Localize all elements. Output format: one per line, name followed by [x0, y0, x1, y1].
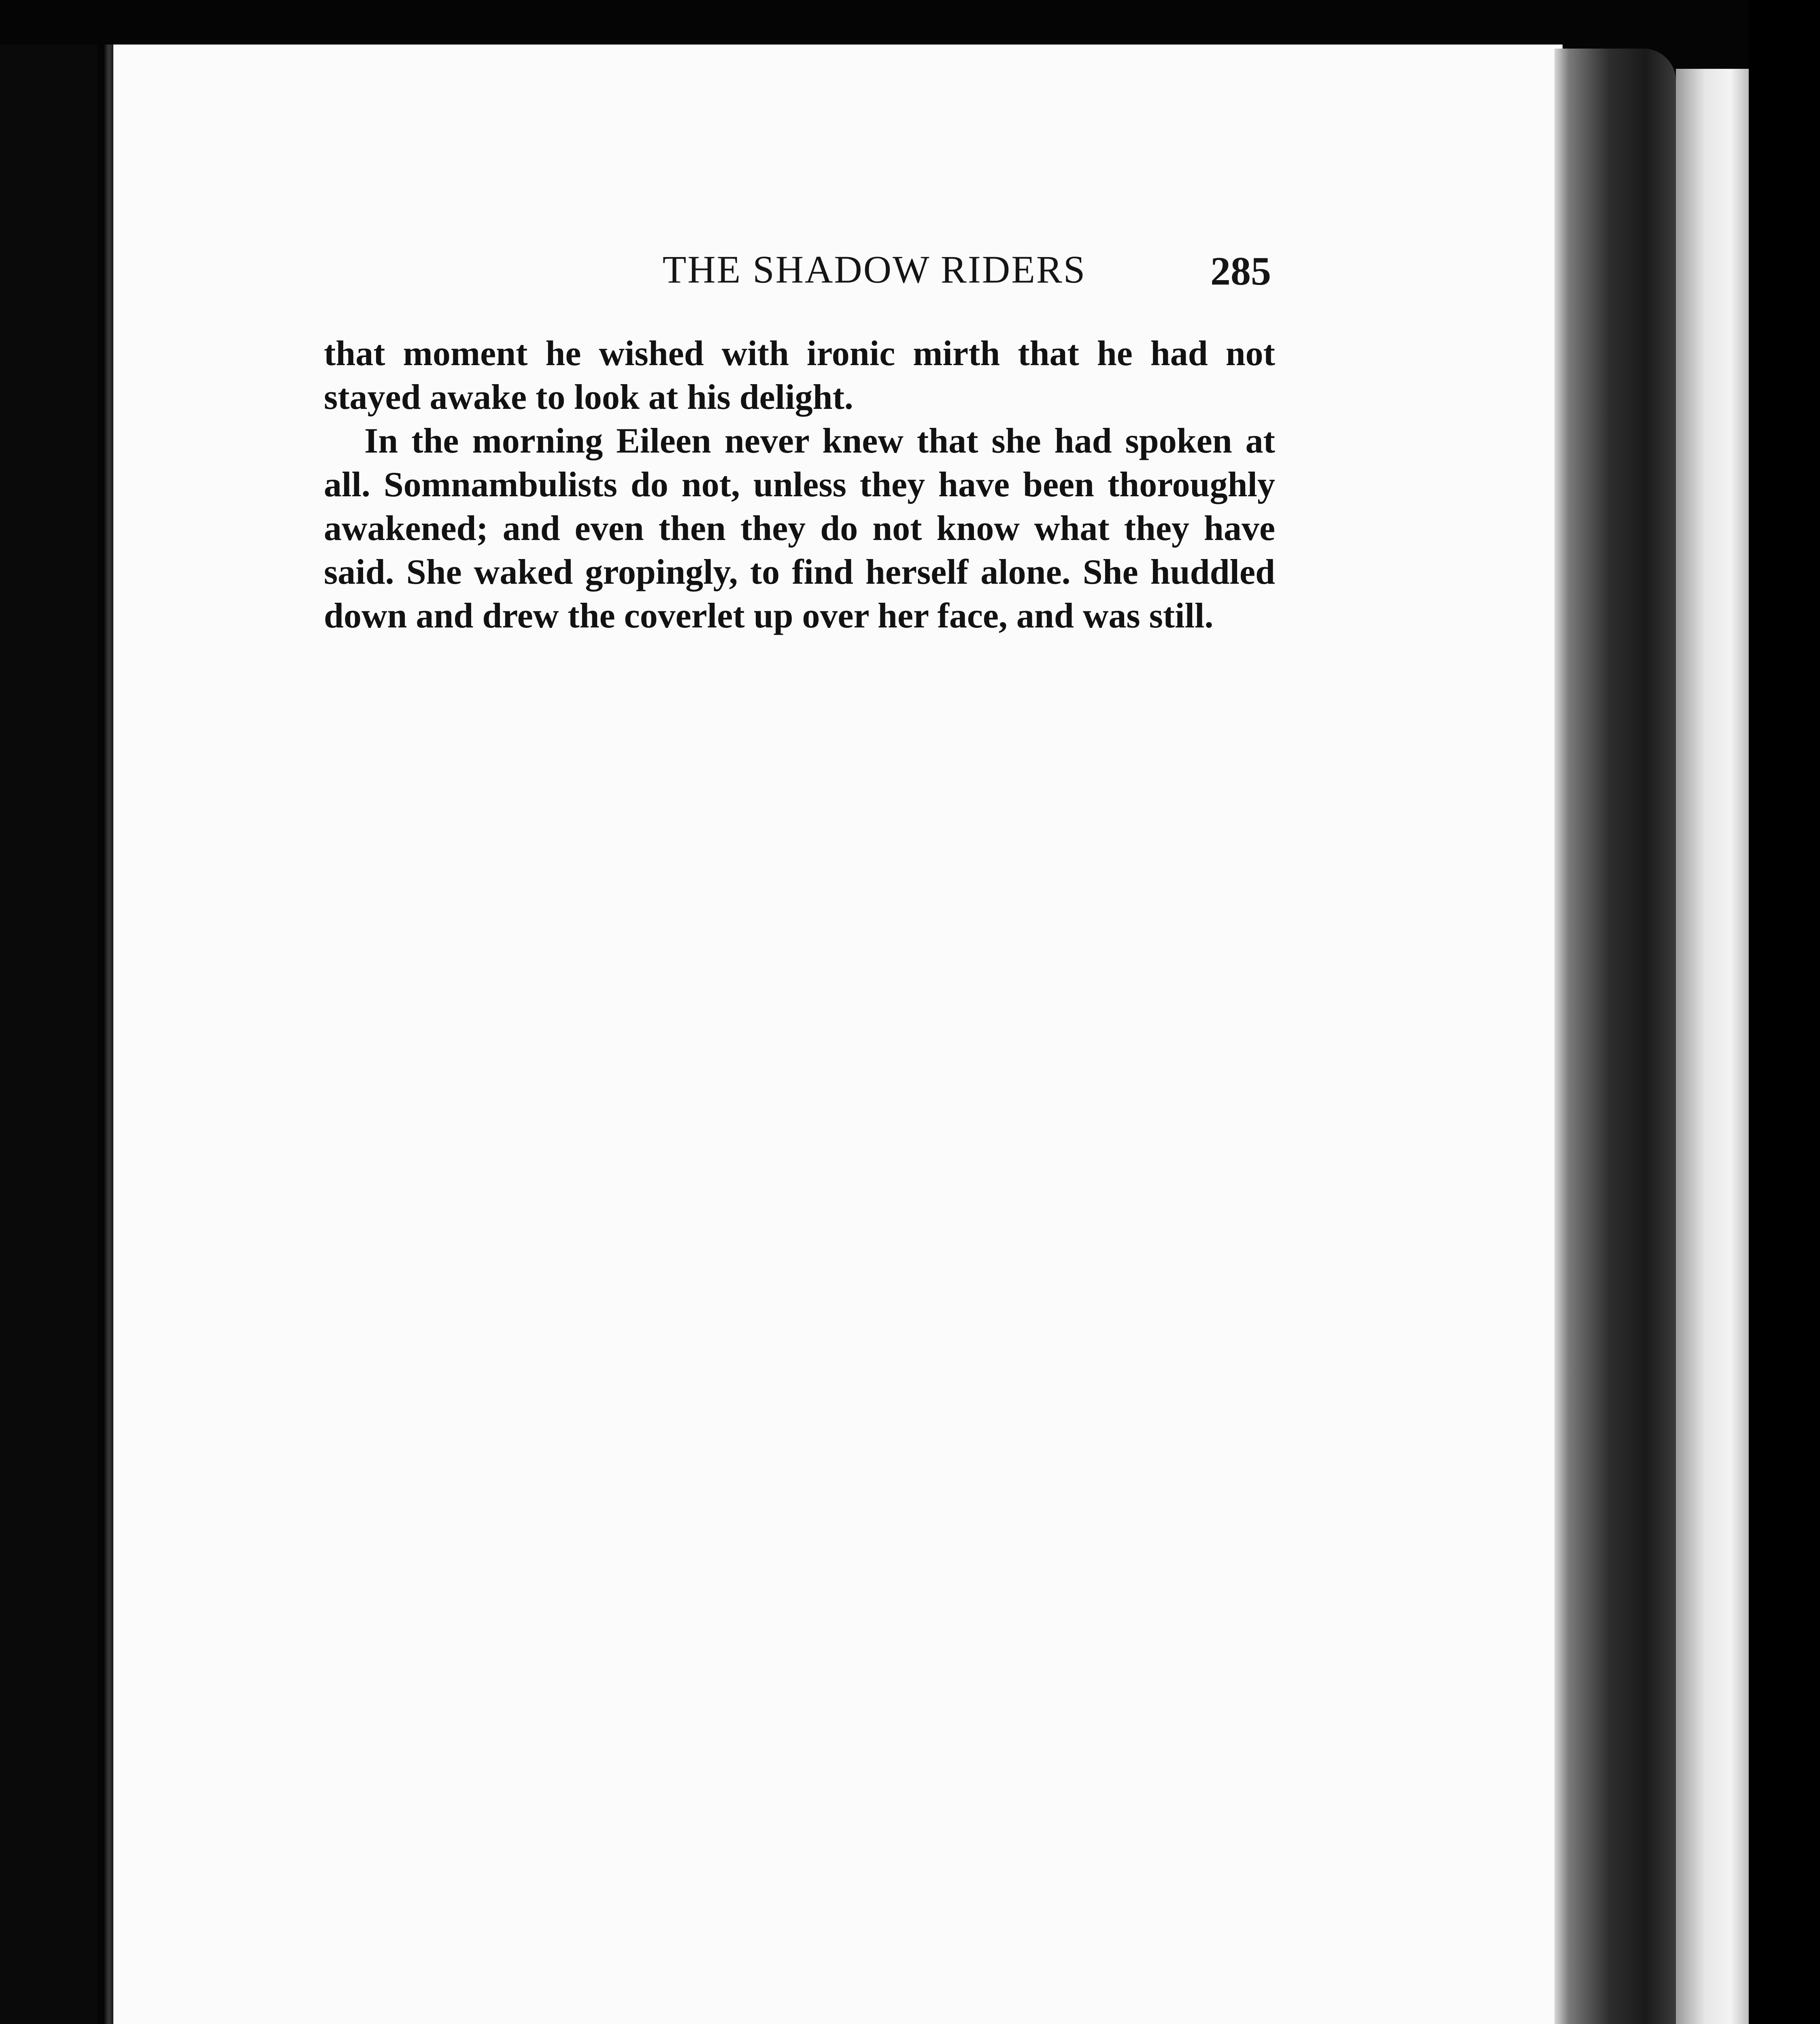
body-text	[324, 332, 1275, 638]
page-gutter-shadow	[1554, 49, 1676, 2024]
binding-line	[104, 45, 113, 2024]
previous-leaf-edge	[0, 45, 97, 2024]
page-number: 285	[1210, 249, 1271, 293]
paragraph: that moment he wished with ironic mirth that he had not stayed awake to look at his delight.	[324, 334, 1275, 417]
running-head: THE SHADOW RIDERS	[662, 248, 1086, 291]
scan-border-right	[1749, 0, 1820, 2024]
paragraph: In the morning Eileen never knew that she had spoken at all. Somnambulists do not, unless they have been thoroughly awakened; and even then they do not know what they have said. She waked gropingly, to find herself alone. She huddled down and drew the coverlet up over her face, and was still.	[324, 421, 1275, 636]
book-outer-edge	[1676, 69, 1749, 2024]
